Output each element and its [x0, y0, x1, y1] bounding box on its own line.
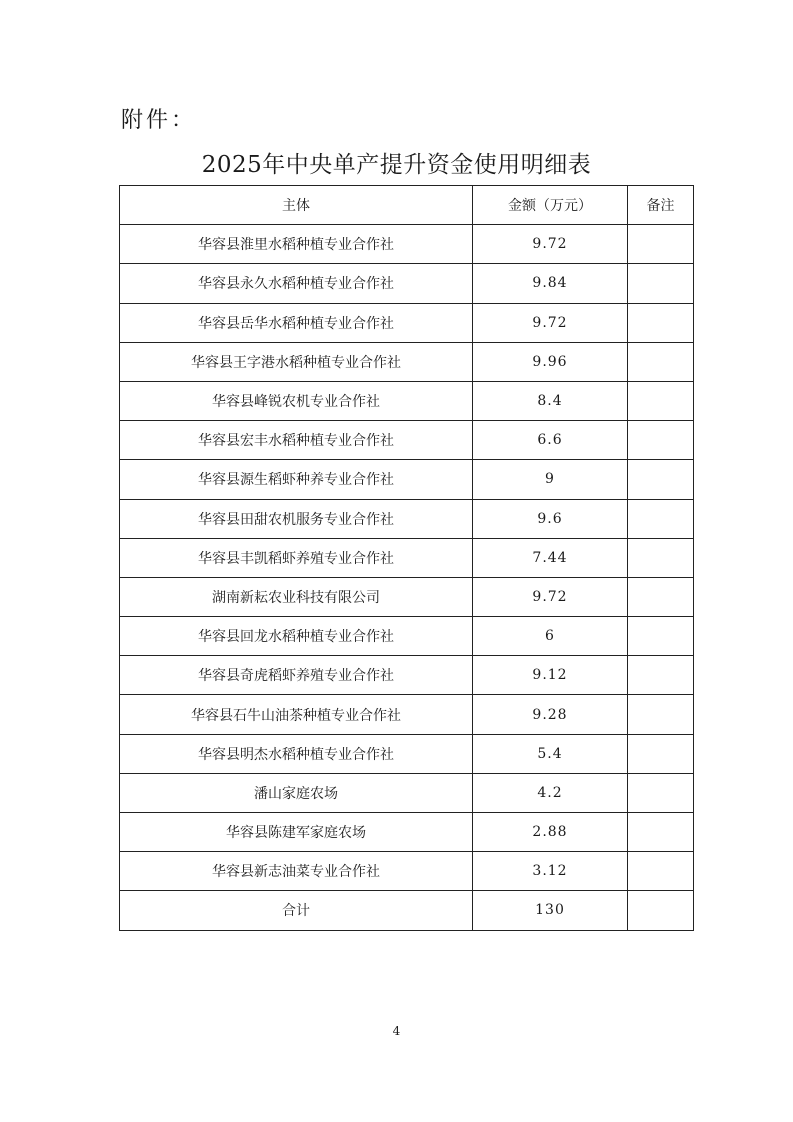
amount-cell: 4.2: [473, 773, 628, 812]
table-header-row: [120, 186, 694, 225]
remarks-cell: [628, 734, 694, 773]
remarks-cell: [628, 303, 694, 342]
amount-cell: 8.4: [473, 381, 628, 420]
table-row: [120, 538, 694, 577]
amount-cell: 9.84: [473, 264, 628, 303]
remarks-cell: [628, 617, 694, 656]
header-amount: 金额（万元）: [473, 186, 628, 225]
remarks-cell: [628, 773, 694, 812]
table-row: [120, 773, 694, 812]
amount-cell: 7.44: [473, 538, 628, 577]
remarks-cell: [628, 695, 694, 734]
entity-cell: 华容县宏丰水稻种植专业合作社: [120, 421, 473, 460]
remarks-cell: [628, 538, 694, 577]
remarks-cell: [628, 499, 694, 538]
remarks-cell: [628, 577, 694, 616]
amount-cell: 9.72: [473, 577, 628, 616]
entity-cell: 华容县新志油菜专业合作社: [120, 852, 473, 891]
amount-cell: 2.88: [473, 813, 628, 852]
table-row: [120, 734, 694, 773]
entity-cell: 华容县明杰水稻种植专业合作社: [120, 734, 473, 773]
table-row: [120, 695, 694, 734]
table-row: [120, 617, 694, 656]
remarks-cell: [628, 656, 694, 695]
total-remarks: [628, 891, 694, 930]
remarks-cell: [628, 225, 694, 264]
total-row: [120, 891, 694, 930]
entity-cell: 华容县岳华水稻种植专业合作社: [120, 303, 473, 342]
attachment-label: 附件：: [121, 108, 197, 133]
table-row: [120, 460, 694, 499]
remarks-cell: [628, 852, 694, 891]
total-amount: 130: [473, 891, 628, 930]
entity-cell: 湖南新耘农业科技有限公司: [120, 577, 473, 616]
amount-cell: 9.72: [473, 303, 628, 342]
remarks-cell: [628, 460, 694, 499]
entity-cell: 华容县田甜农机服务专业合作社: [120, 499, 473, 538]
amount-cell: 9.72: [473, 225, 628, 264]
table-row: [120, 381, 694, 420]
table-row: [120, 225, 694, 264]
table-body: [120, 225, 694, 930]
entity-cell: 潘山家庭农场: [120, 773, 473, 812]
document-title: 2025年中央单产提升资金使用明细表: [201, 152, 592, 178]
amount-cell: 9: [473, 460, 628, 499]
table-row: [120, 303, 694, 342]
fund-detail-table: [119, 185, 694, 931]
entity-cell: 华容县峰锐农机专业合作社: [120, 381, 473, 420]
table-row: [120, 264, 694, 303]
entity-cell: 华容县源生稻虾种养专业合作社: [120, 460, 473, 499]
amount-cell: 9.28: [473, 695, 628, 734]
entity-cell: 华容县丰凯稻虾养殖专业合作社: [120, 538, 473, 577]
entity-cell: 华容县石牛山油茶种植专业合作社: [120, 695, 473, 734]
amount-cell: 6: [473, 617, 628, 656]
total-label: 合计: [120, 891, 473, 930]
table-row: [120, 421, 694, 460]
page-number: 4: [392, 1024, 401, 1038]
amount-cell: 6.6: [473, 421, 628, 460]
entity-cell: 华容县王字港水稻种植专业合作社: [120, 342, 473, 381]
entity-cell: 华容县奇虎稻虾养殖专业合作社: [120, 656, 473, 695]
entity-cell: 华容县陈建军家庭农场: [120, 813, 473, 852]
header-remarks: 备注: [628, 186, 694, 225]
remarks-cell: [628, 381, 694, 420]
entity-cell: 华容县淮里水稻种植专业合作社: [120, 225, 473, 264]
remarks-cell: [628, 342, 694, 381]
table-row: [120, 656, 694, 695]
remarks-cell: [628, 264, 694, 303]
amount-cell: 9.6: [473, 499, 628, 538]
remarks-cell: [628, 421, 694, 460]
remarks-cell: [628, 813, 694, 852]
amount-cell: 9.12: [473, 656, 628, 695]
entity-cell: 华容县回龙水稻种植专业合作社: [120, 617, 473, 656]
amount-cell: 3.12: [473, 852, 628, 891]
amount-cell: 9.96: [473, 342, 628, 381]
amount-cell: 5.4: [473, 734, 628, 773]
table-row: [120, 499, 694, 538]
table-row: [120, 813, 694, 852]
header-entity: 主体: [120, 186, 473, 225]
table-row: [120, 577, 694, 616]
table-row: [120, 342, 694, 381]
table-row: [120, 852, 694, 891]
entity-cell: 华容县永久水稻种植专业合作社: [120, 264, 473, 303]
